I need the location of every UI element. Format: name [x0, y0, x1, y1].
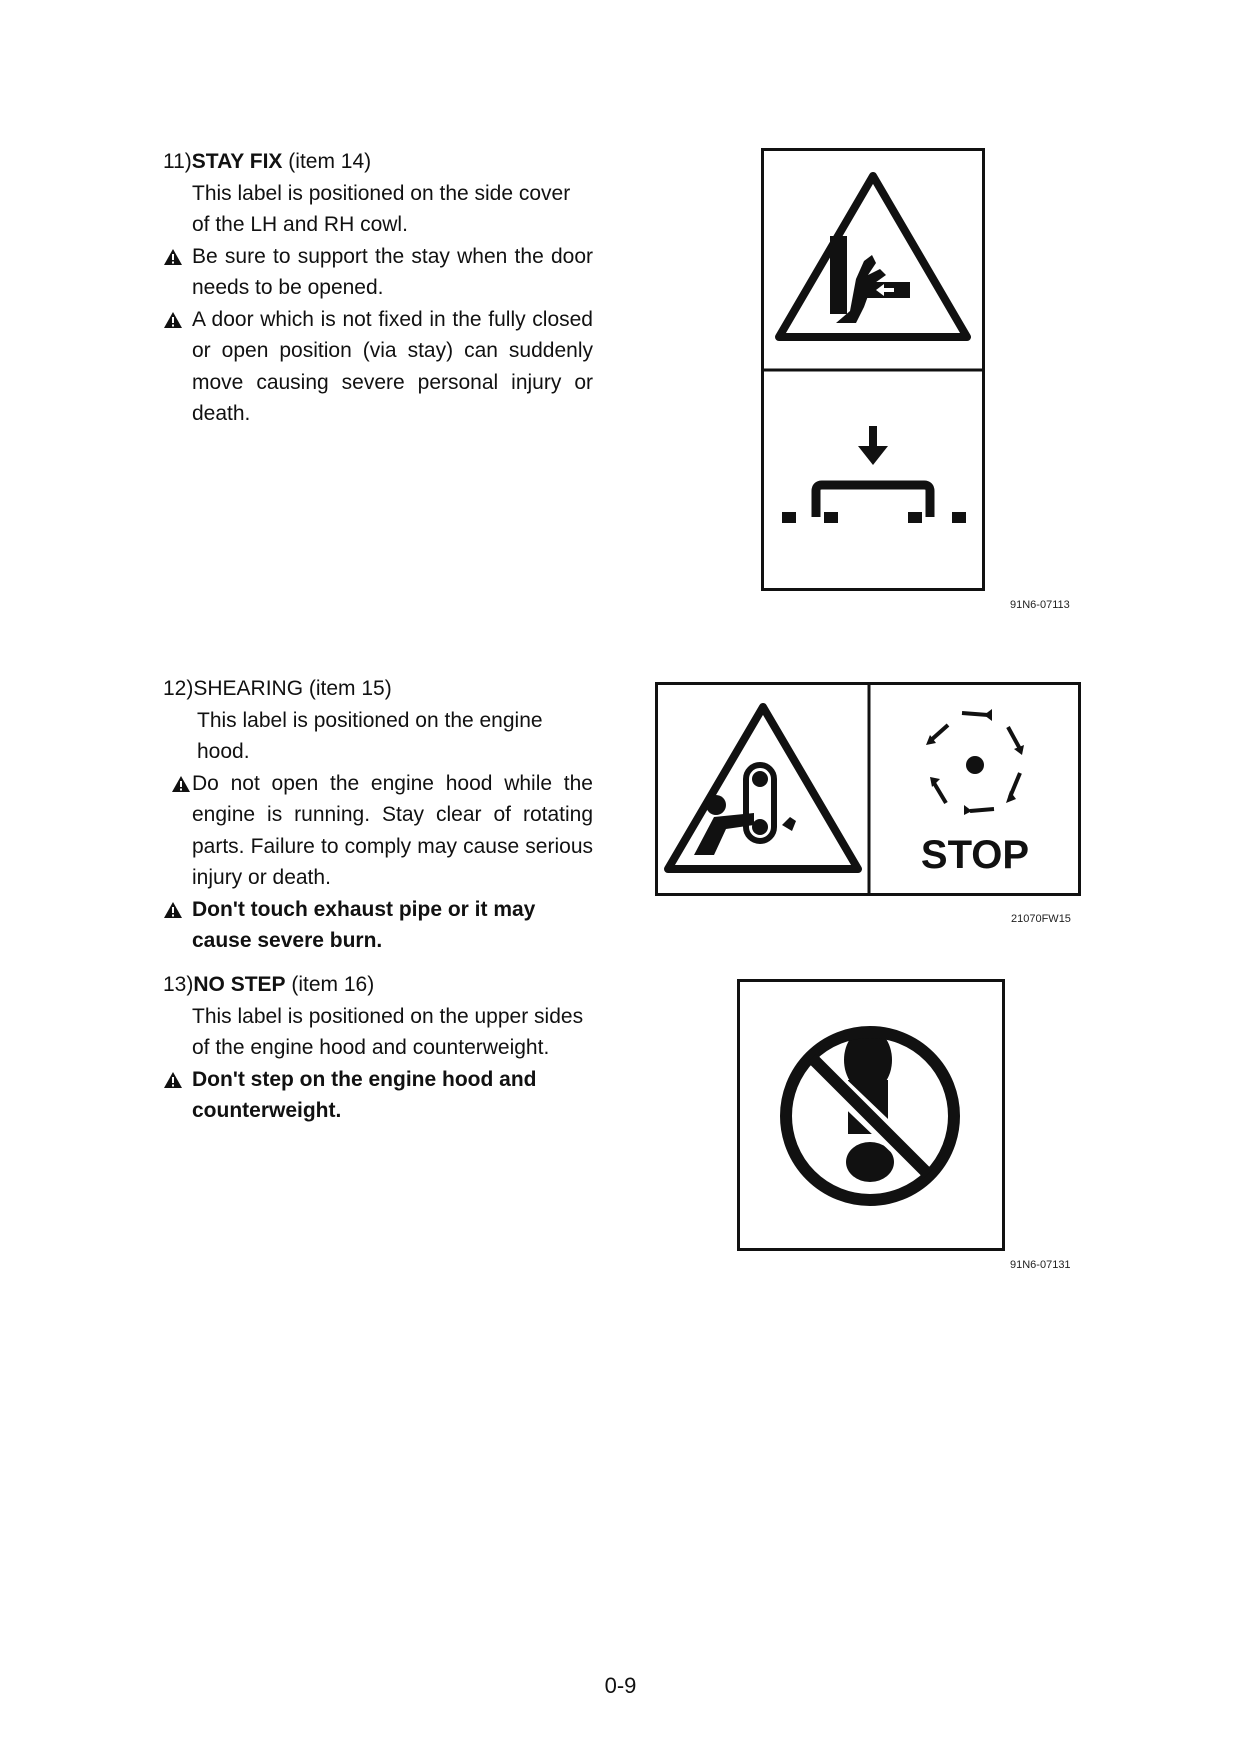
section-title-rest: SHEARING (item 15): [193, 677, 392, 700]
hand-crush-warning-icon: [779, 176, 967, 337]
stay-fix-label-graphic: [764, 151, 982, 588]
section-heading: [163, 969, 593, 1001]
section-text: [163, 146, 593, 430]
no-step-label-graphic: [740, 982, 1002, 1248]
no-step-footprint-icon: [786, 1028, 954, 1200]
warning-item: [163, 1064, 593, 1127]
section-text: [163, 969, 593, 1127]
warning-text: Don't step on the engine hood and counterweight.: [192, 1067, 537, 1122]
section-description: This label is positioned on the upper sides of the engine hood and counterweight.: [192, 1004, 584, 1059]
stay-fix-safety-label: [761, 148, 985, 591]
warning-triangle-icon: [163, 248, 183, 266]
shearing-label-graphic: [658, 685, 1078, 893]
warning-item: [163, 304, 593, 430]
page-number: 0-9: [604, 1673, 637, 1698]
warning-triangle-icon: [163, 1071, 183, 1089]
section-title-rest: (item 16): [285, 973, 375, 996]
rotating-belt-warning-icon: [668, 707, 858, 869]
warning-triangle-icon: [163, 311, 183, 329]
warning-text: Do not open the engine hood while the engine is running. Stay clear of rotating parts. Failure to comply may cause serious injury or death.: [192, 771, 593, 889]
shearing-safety-label: [655, 682, 1081, 896]
section-description: This label is positioned on the side cover of the LH and RH cowl.: [192, 181, 571, 236]
section-title-bold: STAY FIX: [191, 150, 283, 173]
warning-item: [163, 768, 593, 894]
warning-text: Don't touch exhaust pipe or it may cause severe burn.: [192, 897, 536, 952]
section-text: [163, 673, 593, 957]
section-number: 12): [163, 677, 194, 700]
warning-item: [163, 241, 593, 304]
stop-text: STOP: [920, 833, 1030, 877]
section-heading: [163, 673, 593, 705]
section-title-rest: (item 14): [282, 150, 372, 173]
section-description: This label is positioned on the engine hood.: [197, 708, 543, 763]
figure-code: 91N6-07131: [1010, 1259, 1071, 1271]
figure-code: 91N6-07113: [1010, 599, 1070, 611]
warning-text: Be sure to support the stay when the door needs to be opened.: [192, 244, 593, 299]
figure-code: 21070FW15: [1011, 913, 1071, 925]
warning-triangle-icon: [163, 901, 183, 919]
rotating-fan-stop-icon: [921, 709, 1029, 877]
warning-item: [163, 894, 593, 957]
stay-bar-icon: [782, 426, 966, 523]
section-title-bold: NO STEP: [193, 973, 286, 996]
warning-text: A door which is not fixed in the fully closed or open position (via stay) can suddenly move causing severe personal injury or death.: [192, 307, 593, 425]
section-number: 11): [163, 150, 192, 173]
no-step-safety-label: [737, 979, 1005, 1251]
warning-triangle-icon: [171, 775, 191, 793]
section-heading: [163, 146, 593, 178]
section-number: 13): [163, 973, 194, 996]
